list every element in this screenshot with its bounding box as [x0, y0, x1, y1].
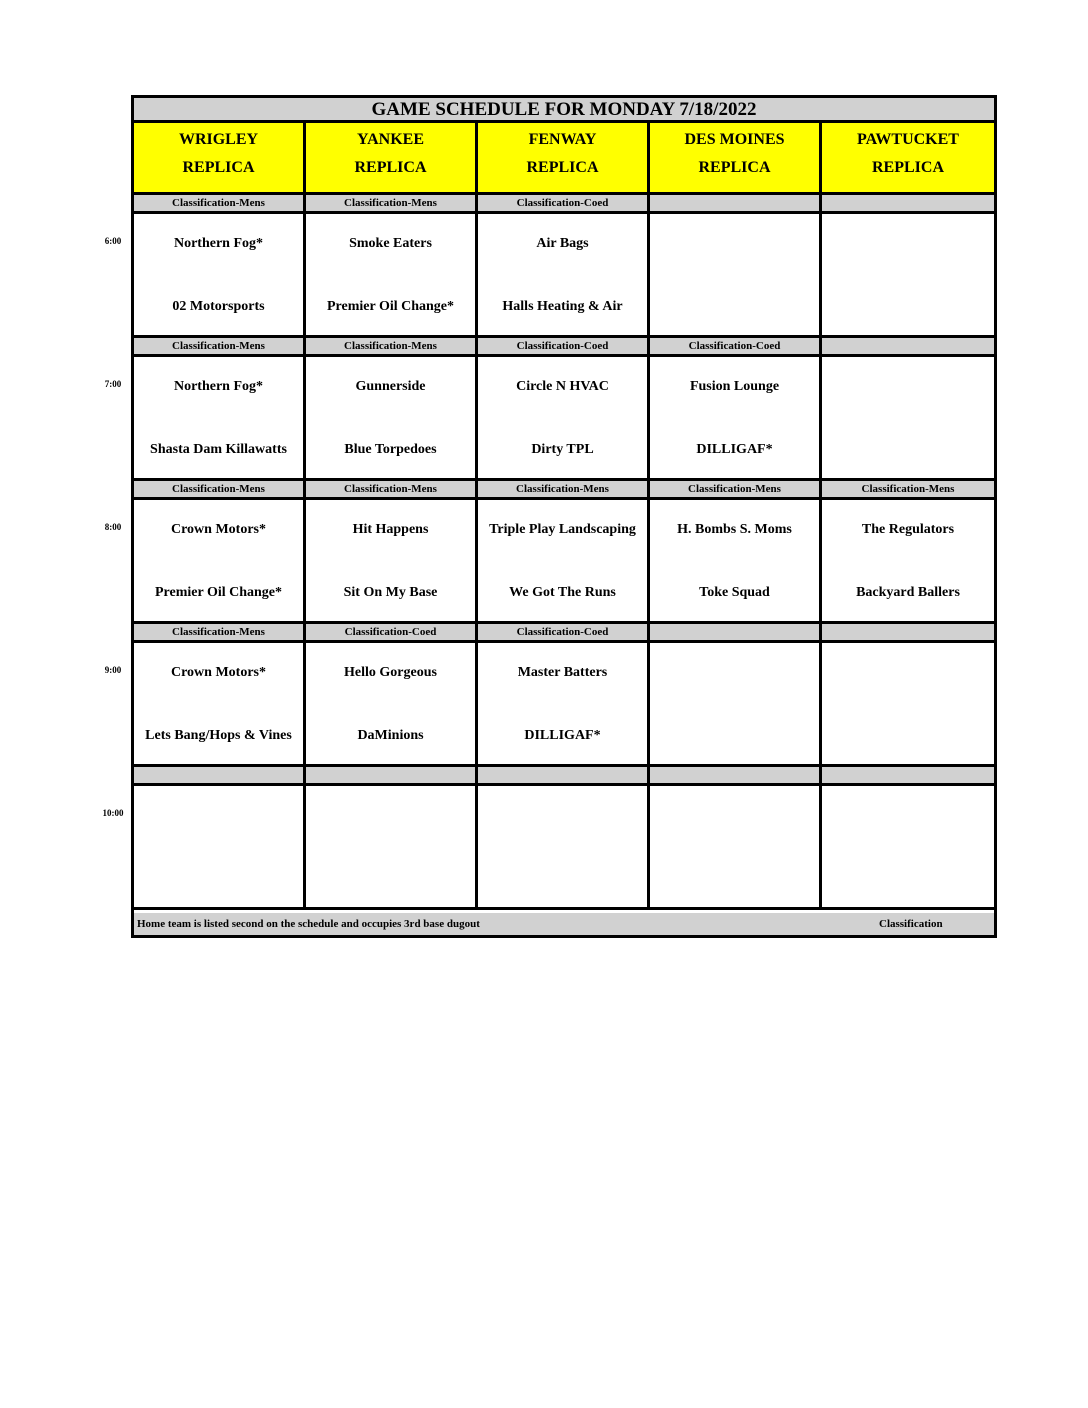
- home-team: DILLIGAF*: [696, 442, 773, 457]
- schedule-table: [131, 95, 997, 938]
- game-cell: [306, 786, 478, 910]
- classification-cell: [650, 767, 822, 786]
- schedule-title: GAME SCHEDULE FOR MONDAY 7/18/2022: [134, 98, 994, 123]
- away-team: H. Bombs S. Moms: [677, 522, 792, 537]
- classification-cell: Classification-Mens: [134, 195, 306, 214]
- away-team: Hit Happens: [352, 522, 429, 537]
- home-team: Blue Torpedoes: [344, 442, 437, 457]
- classification-cell: Classification-Mens: [306, 338, 478, 357]
- game-cell: [478, 786, 650, 910]
- game-cell: [650, 643, 822, 767]
- time-label: 6:00: [104, 236, 122, 246]
- game-cell: [822, 643, 994, 767]
- home-team: Premier Oil Change*: [154, 585, 283, 600]
- game-cell: [650, 500, 822, 624]
- away-team: Crown Motors*: [170, 665, 266, 680]
- away-team: Northern Fog*: [173, 379, 264, 394]
- classification-cell: Classification-Mens: [650, 481, 822, 500]
- game-cell: [134, 357, 306, 481]
- game-cell: [306, 500, 478, 624]
- game-cell: [134, 500, 306, 624]
- classification-cell: Classification-Mens: [306, 195, 478, 214]
- field-subtitle: REPLICA: [182, 159, 255, 176]
- classification-cell: Classification-Mens: [306, 481, 478, 500]
- field-header-2: [306, 123, 478, 195]
- field-subtitle: REPLICA: [354, 159, 427, 176]
- classification-cell: Classification-Mens: [822, 481, 994, 500]
- home-team: DaMinions: [357, 728, 424, 743]
- classification-cell: [650, 624, 822, 643]
- away-team: Gunnerside: [355, 379, 426, 394]
- classification-cell: [134, 767, 306, 786]
- home-team: Toke Squad: [699, 585, 770, 600]
- game-cell: [478, 357, 650, 481]
- classification-cell: [822, 624, 994, 643]
- game-cell: [478, 643, 650, 767]
- classification-cell: Classification-Coed: [478, 338, 650, 357]
- classification-cell: Classification-Coed: [650, 338, 822, 357]
- classification-cell: Classification-Mens: [134, 481, 306, 500]
- game-cell: [478, 500, 650, 624]
- classification-cell: [306, 767, 478, 786]
- game-cell: [650, 357, 822, 481]
- game-cell: [822, 214, 994, 338]
- home-team: Dirty TPL: [531, 442, 594, 457]
- game-cell: [822, 786, 994, 910]
- field-name: WRIGLEY: [178, 131, 259, 148]
- footer-bar: [134, 913, 994, 935]
- away-team: Northern Fog*: [173, 236, 264, 251]
- time-label: 10:00: [102, 808, 124, 818]
- game-cell: [134, 643, 306, 767]
- home-team: Premier Oil Change*: [326, 299, 455, 314]
- home-team: Backyard Ballers: [856, 585, 960, 600]
- away-team: Master Batters: [517, 665, 608, 680]
- field-name: DES MOINES: [684, 131, 785, 148]
- game-cell: [306, 357, 478, 481]
- away-team: Triple Play Landscaping: [489, 522, 636, 537]
- classification-cell: Classification-Coed: [306, 624, 478, 643]
- classification-cell: [478, 767, 650, 786]
- away-team: Fusion Lounge: [689, 379, 780, 394]
- game-cell: [650, 786, 822, 910]
- time-label: 7:00: [104, 379, 122, 389]
- time-label: 8:00: [104, 522, 122, 532]
- away-team: Air Bags: [536, 236, 589, 251]
- classification-cell: Classification-Coed: [478, 624, 650, 643]
- away-team: Hello Gorgeous: [344, 665, 437, 680]
- game-cell: [478, 214, 650, 338]
- field-header-4: [650, 123, 822, 195]
- away-team: Circle N HVAC: [516, 379, 609, 394]
- away-team: The Regulators: [861, 522, 955, 537]
- game-cell: [306, 214, 478, 338]
- game-cell: [134, 214, 306, 338]
- game-cell: [306, 643, 478, 767]
- field-header-3: [478, 123, 650, 195]
- field-name: FENWAY: [528, 131, 597, 148]
- footer-note: Home team is listed second on the schedule and occupies 3rd base dugout: [137, 918, 480, 930]
- away-team: Smoke Eaters: [349, 236, 432, 251]
- classification-cell: [822, 767, 994, 786]
- classification-cell: Classification-Mens: [134, 338, 306, 357]
- classification-cell: Classification-Mens: [478, 481, 650, 500]
- classification-cell: [822, 195, 994, 214]
- classification-cell: [650, 195, 822, 214]
- time-label: 9:00: [104, 665, 122, 675]
- home-team: 02 Motorsports: [172, 299, 265, 314]
- home-team: Halls Heating & Air: [502, 299, 623, 314]
- classification-cell: Classification-Coed: [478, 195, 650, 214]
- home-team: Shasta Dam Killawatts: [150, 442, 287, 457]
- game-cell: [822, 500, 994, 624]
- home-team: Lets Bang/Hops & Vines: [145, 728, 292, 743]
- field-header-5: [822, 123, 994, 195]
- field-subtitle: REPLICA: [871, 159, 944, 176]
- game-cell: [822, 357, 994, 481]
- field-subtitle: REPLICA: [698, 159, 771, 176]
- away-team: Crown Motors*: [170, 522, 266, 537]
- field-subtitle: REPLICA: [526, 159, 599, 176]
- home-team: DILLIGAF*: [524, 728, 601, 743]
- home-team: We Got The Runs: [509, 585, 616, 600]
- classification-cell: [822, 338, 994, 357]
- game-cell: [134, 786, 306, 910]
- field-header-1: [134, 123, 306, 195]
- field-name: YANKEE: [357, 131, 424, 148]
- game-cell: [650, 214, 822, 338]
- footer-classification: Classification: [879, 918, 943, 930]
- home-team: Sit On My Base: [343, 585, 438, 600]
- classification-cell: Classification-Mens: [134, 624, 306, 643]
- field-name: PAWTUCKET: [857, 131, 959, 148]
